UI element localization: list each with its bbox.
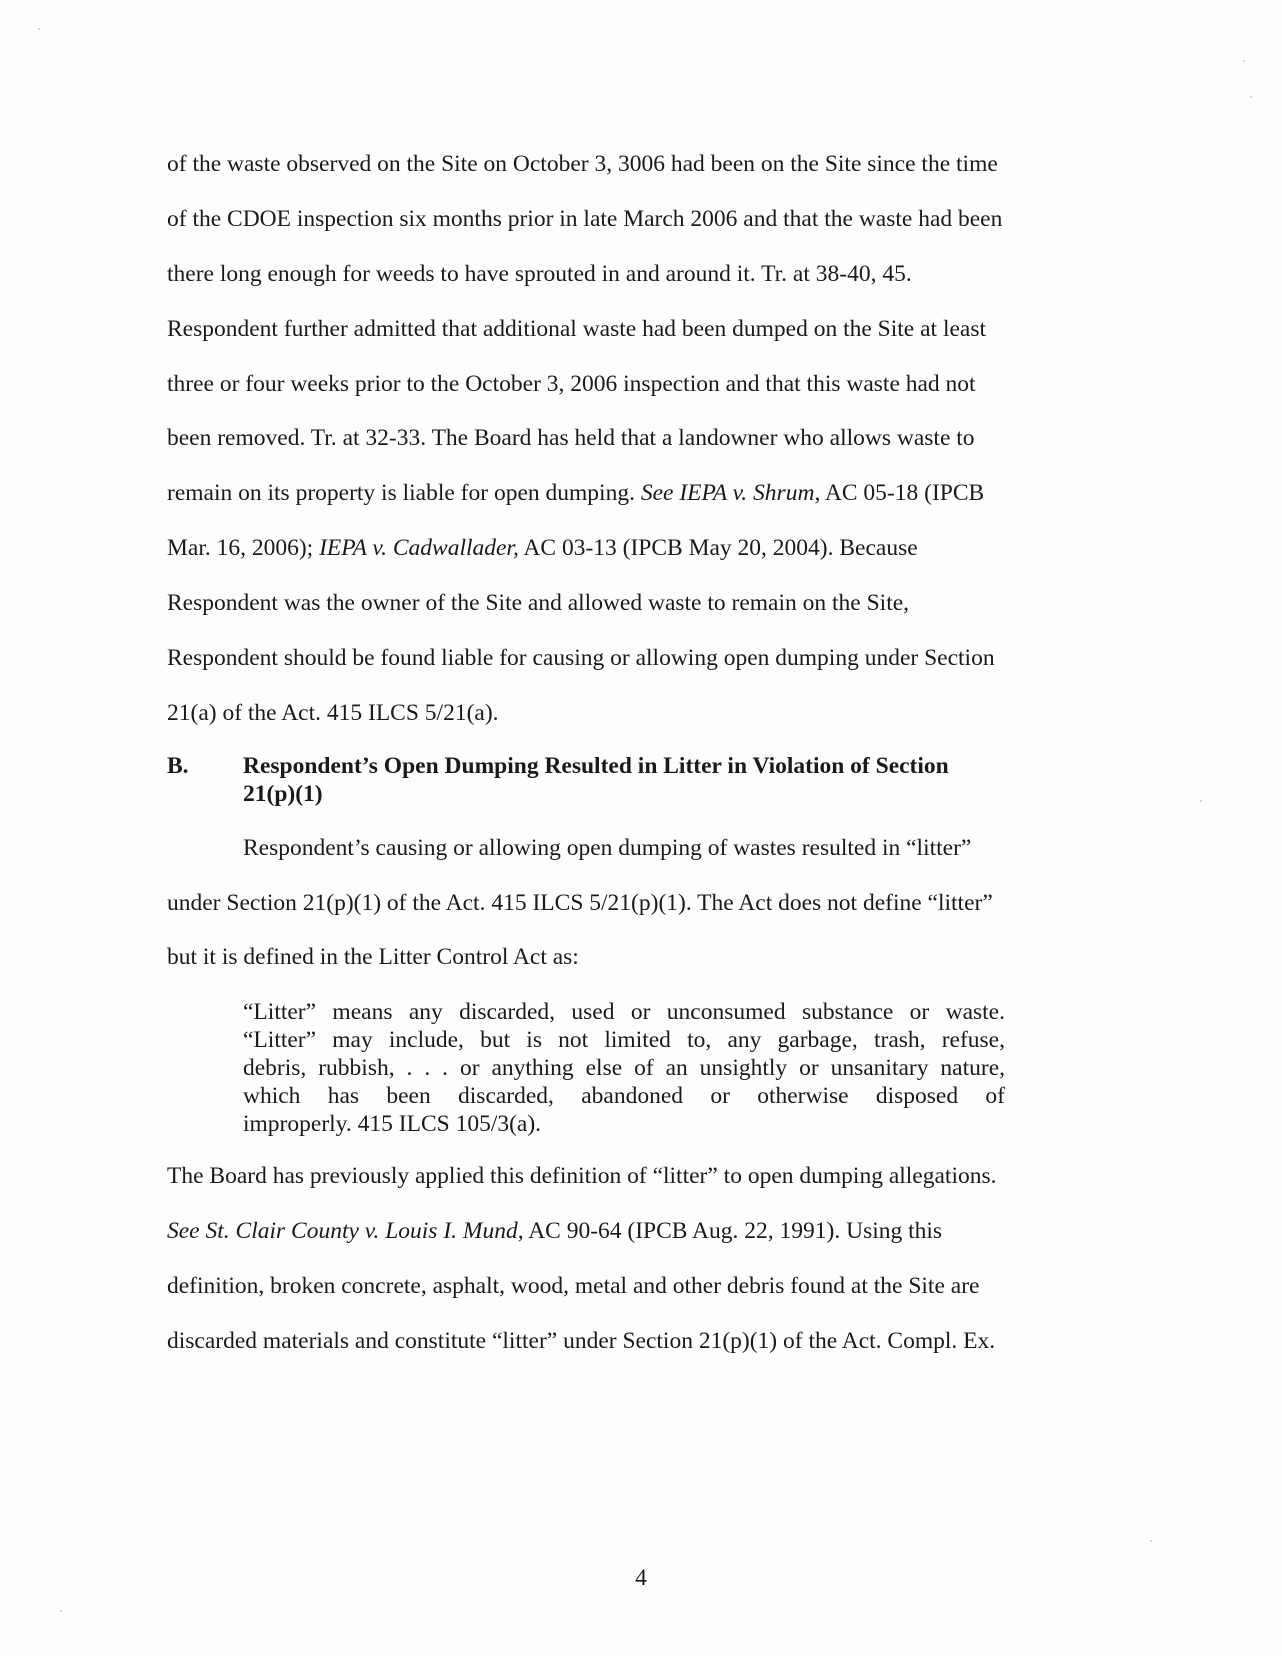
text-line	[167, 150, 998, 178]
text-segment: , AC 05-18 (IPCB	[814, 480, 985, 506]
scan-speck	[1243, 60, 1245, 62]
text-segment: Respondent should be found liable for causing or allowing open dumping under Section	[167, 645, 995, 671]
text-segment: Respondent further admitted that additional waste had been dumped on the Site at least	[167, 316, 987, 342]
scan-speck	[60, 1610, 62, 1612]
scan-speck	[38, 28, 40, 30]
text-line	[167, 205, 1002, 233]
text-segment: been removed. Tr. at 32-33. The Board has held that a landowner who allows waste to	[167, 425, 975, 451]
text-segment: remain on its property is liable for open dumping.	[167, 480, 641, 506]
section-letter: B.	[167, 753, 189, 779]
text-line	[167, 424, 975, 452]
text-segment: Mar. 16, 2006);	[167, 535, 320, 561]
case-citation: See IEPA v. Shrum	[640, 480, 815, 506]
text-segment: definition, broken concrete, asphalt, wood, metal and other debris found at the Site are	[167, 1273, 980, 1299]
text-segment: of the waste observed on the Site on October 3, 3006 had been on the Site since the time	[167, 151, 998, 177]
section-title-line-2: 21(p)(1)	[243, 781, 323, 807]
text-line	[167, 1272, 979, 1300]
text-line	[167, 260, 912, 288]
quote-line: “Litter” means any discarded, used or unconsumed substance or waste.	[243, 999, 1005, 1025]
text-segment: but it is defined in the Litter Control Act as:	[167, 944, 579, 970]
text-line	[167, 889, 993, 917]
scan-speck	[1200, 800, 1202, 802]
text-line	[167, 479, 984, 507]
text-line	[167, 699, 499, 727]
text-segment: AC 03-13 (IPCB May 20, 2004). Because	[518, 535, 918, 561]
text-segment: under Section 21(p)(1) of the Act. 415 ILCS 5/21(p)(1). The Act does not define “litter”	[167, 890, 993, 916]
case-citation: See St. Clair County v. Louis I. Mund,	[167, 1218, 524, 1244]
text-line	[167, 943, 579, 971]
scan-speck	[1250, 96, 1252, 98]
scan-speck	[1150, 1540, 1152, 1542]
section-title-line-1: Respondent’s Open Dumping Resulted in Litter in Violation of Section	[243, 753, 949, 779]
text-line	[167, 315, 986, 343]
text-segment: three or four weeks prior to the October 3, 2006 inspection and that this waste had not	[167, 371, 976, 397]
quote-line: improperly. 415 ILCS 105/3(a).	[243, 1111, 542, 1137]
case-citation: IEPA v. Cadwallader,	[319, 535, 519, 561]
text-line	[167, 1162, 997, 1190]
text-segment: Respondent was the owner of the Site and allowed waste to remain on the Site,	[167, 590, 910, 616]
text-line	[167, 644, 995, 672]
text-segment: 21(a) of the Act. 415 ILCS 5/21(a).	[167, 700, 499, 726]
quote-line: “Litter” may include, but is not limited to, any garbage, trash, refuse,	[243, 1027, 1005, 1053]
text-segment: of the CDOE inspection six months prior in late March 2006 and that the waste had been	[167, 206, 1003, 232]
quote-line: debris, rubbish, . . . or anything else of an unsightly or unsanitary nature,	[243, 1055, 1005, 1081]
text-line	[167, 589, 909, 617]
text-line	[167, 370, 976, 398]
text-line	[167, 1217, 942, 1245]
text-segment: Respondent’s causing or allowing open dumping of wastes resulted in “litter”	[243, 835, 972, 861]
text-segment: discarded materials and constitute “litter” under Section 21(p)(1) of the Act. Compl. Ex.	[167, 1328, 996, 1354]
page-number: 4	[635, 1565, 647, 1591]
text-line	[243, 834, 971, 862]
text-segment: AC 90-64 (IPCB Aug. 22, 1991). Using this	[523, 1218, 943, 1244]
text-line	[167, 534, 918, 562]
text-line	[167, 1327, 995, 1355]
quote-line: which has been discarded, abandoned or otherwise disposed of	[243, 1083, 1005, 1109]
text-segment: there long enough for weeds to have sprouted in and around it. Tr. at 38-40, 45.	[167, 261, 912, 287]
text-segment: The Board has previously applied this definition of “litter” to open dumping allegations.	[167, 1163, 997, 1189]
